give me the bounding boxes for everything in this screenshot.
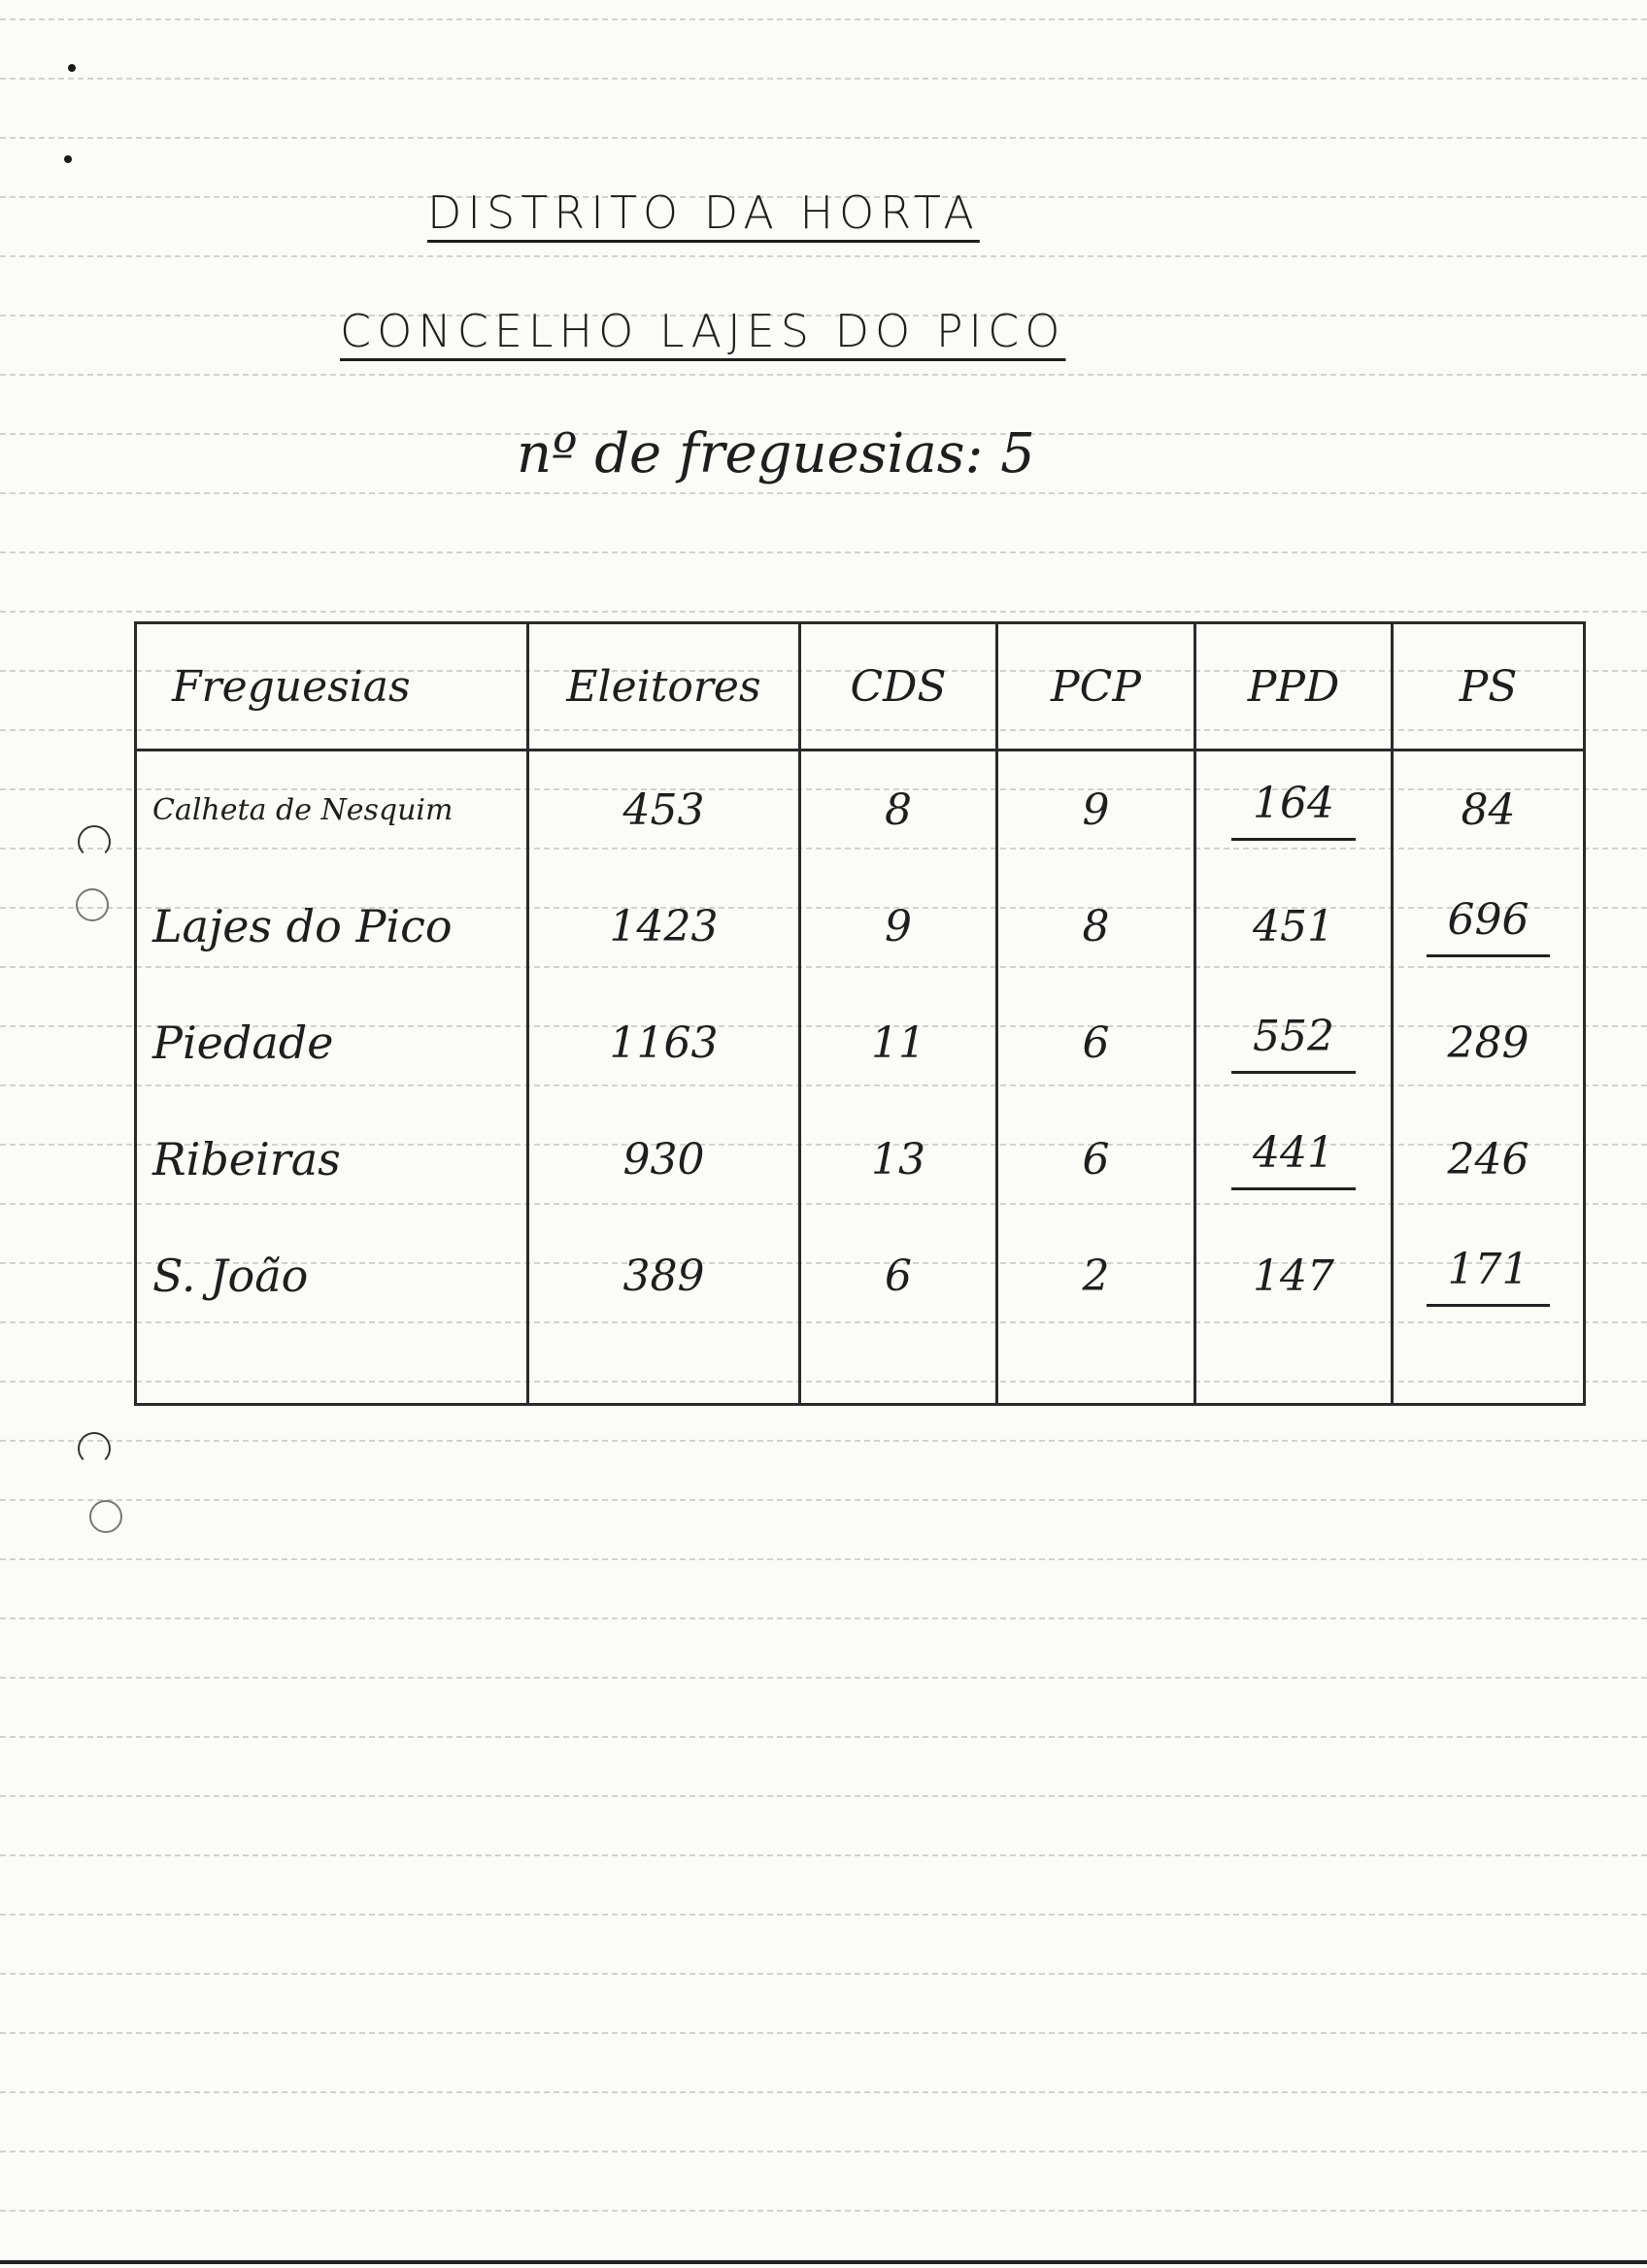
parish-name: S. João [136,1217,528,1334]
table-row [136,750,1585,869]
ps-cell: 84 [1393,750,1585,869]
table-row [136,868,1585,984]
column-header-pcp: PCP [997,623,1195,750]
ps-cell: 246 [1393,1101,1585,1217]
pcp-cell: 8 [997,868,1195,984]
winner-value: 441 [1231,1128,1356,1190]
winner-value: 696 [1427,895,1551,957]
voters-cell: 930 [528,1101,800,1217]
column-header-freguesias: Freguesias [136,623,528,750]
table-row-empty [136,1334,1585,1405]
table-row [136,1217,1585,1334]
ps-cell: 289 [1393,984,1585,1101]
table-row [136,1101,1585,1217]
cds-cell: 13 [800,1101,997,1217]
empty-cell [528,1334,800,1405]
ps-cell [1393,868,1585,984]
column-header-ps: PS [1393,623,1585,750]
pcp-cell: 9 [997,750,1195,869]
punch-hole [89,1500,122,1533]
cds-cell: 6 [800,1217,997,1334]
ppd-cell [1195,984,1393,1101]
pcp-cell: 6 [997,1101,1195,1217]
ppd-cell [1195,1101,1393,1217]
voters-cell: 453 [528,750,800,869]
table-header-row [136,623,1585,750]
empty-cell [800,1334,997,1405]
margin-dot [68,64,76,72]
ppd-cell: 147 [1195,1217,1393,1334]
parish-name: Lajes do Pico [136,868,528,984]
punch-hole [78,1432,111,1465]
margin-dot [64,155,72,163]
pcp-cell: 2 [997,1217,1195,1334]
ppd-cell: 451 [1195,868,1393,984]
parish-name: Piedade [136,984,528,1101]
punch-hole [78,825,111,858]
cds-cell: 9 [800,868,997,984]
parishes-count: nº de freguesias: 5 [517,422,1035,485]
pcp-cell: 6 [997,984,1195,1101]
empty-cell [1195,1334,1393,1405]
empty-cell [1393,1334,1585,1405]
column-header-cds: CDS [800,623,997,750]
cds-cell: 11 [800,984,997,1101]
voters-cell: 1163 [528,984,800,1101]
results-table [134,621,1586,1406]
punch-hole [76,888,109,921]
column-header-ppd: PPD [1195,623,1393,750]
winner-value: 171 [1427,1245,1551,1307]
cds-cell: 8 [800,750,997,869]
empty-cell [997,1334,1195,1405]
voters-cell: 1423 [528,868,800,984]
county-title: CONCELHO LAJES DO PICO [340,305,1066,357]
table-row [136,984,1585,1101]
empty-cell [136,1334,528,1405]
winner-value: 164 [1231,779,1356,841]
voters-cell: 389 [528,1217,800,1334]
ps-cell [1393,1217,1585,1334]
ppd-cell [1195,750,1393,869]
column-header-eleitores: Eleitores [528,623,800,750]
district-title: DISTRITO DA HORTA [427,186,980,239]
parish-name: Ribeiras [136,1101,528,1217]
winner-value: 552 [1231,1012,1356,1074]
parish-name: Calheta de Nesquim [136,750,528,869]
